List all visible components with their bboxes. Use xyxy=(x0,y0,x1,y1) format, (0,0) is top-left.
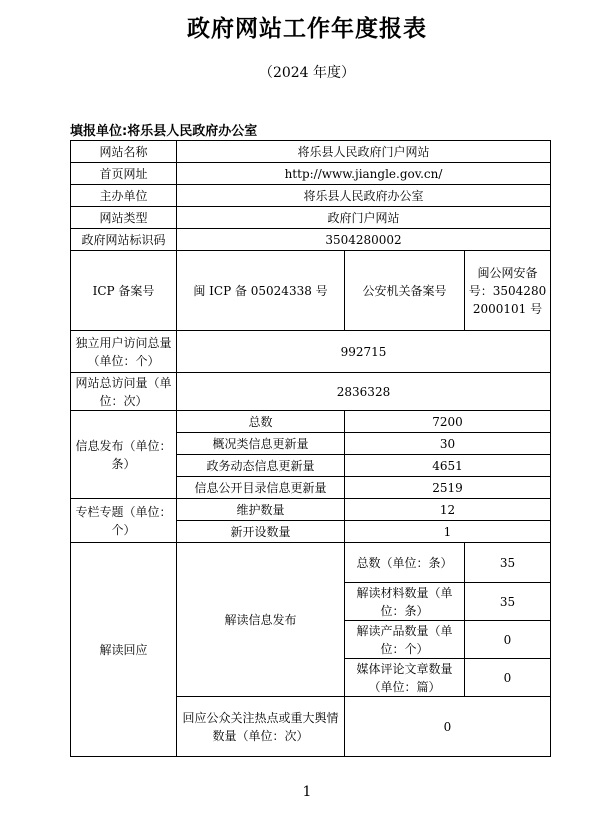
value-site-name: 将乐县人民政府门户网站 xyxy=(177,141,551,163)
info-item-label: 概况类信息更新量 xyxy=(177,433,345,455)
label-interpretation: 解读回应 xyxy=(71,543,177,757)
interp-item-label: 总数（单位：条） xyxy=(345,543,465,583)
table-row xyxy=(71,163,551,185)
value-sponsor: 将乐县人民政府办公室 xyxy=(177,185,551,207)
columns-item-label: 新开设数量 xyxy=(177,521,345,543)
table-row xyxy=(71,411,551,433)
interp-item-value: 35 xyxy=(465,583,551,621)
table-row xyxy=(71,229,551,251)
label-icp: ICP 备案号 xyxy=(71,251,177,331)
label-site-name: 网站名称 xyxy=(71,141,177,163)
value-icp: 闽 ICP 备 05024338 号 xyxy=(177,251,345,331)
page-number: 1 xyxy=(302,784,312,800)
table-row xyxy=(71,251,551,331)
info-item-label: 政务动态信息更新量 xyxy=(177,455,345,477)
report-title: 政府网站工作年度报表 xyxy=(187,16,427,42)
label-info-publish: 信息发布（单位：条） xyxy=(71,411,177,499)
label-interpretation-publish: 解读信息发布 xyxy=(177,543,345,697)
label-site-id: 政府网站标识码 xyxy=(71,229,177,251)
value-public-response: 0 xyxy=(345,697,551,757)
table-row xyxy=(71,141,551,163)
label-sponsor: 主办单位 xyxy=(71,185,177,207)
table-row xyxy=(71,373,551,411)
info-item-value: 4651 xyxy=(345,455,551,477)
interp-item-value: 0 xyxy=(465,621,551,659)
table-row xyxy=(71,207,551,229)
columns-item-value: 12 xyxy=(345,499,551,521)
label-unique-visitors: 独立用户访问总量（单位：个） xyxy=(71,331,177,373)
value-home-url[interactable]: http://www.jiangle.gov.cn/ xyxy=(177,163,551,185)
info-item-label: 信息公开目录信息更新量 xyxy=(177,477,345,499)
value-total-visits: 2836328 xyxy=(177,373,551,411)
label-public-response: 回应公众关注热点或重大舆情数量（单位：次） xyxy=(177,697,345,757)
columns-item-label: 维护数量 xyxy=(177,499,345,521)
interp-item-label: 解读材料数量（单位：条） xyxy=(345,583,465,621)
columns-item-value: 1 xyxy=(345,521,551,543)
label-site-type: 网站类型 xyxy=(71,207,177,229)
label-police-record: 公安机关备案号 xyxy=(345,251,465,331)
value-site-id: 3504280002 xyxy=(177,229,551,251)
info-item-label: 总数 xyxy=(177,411,345,433)
label-columns: 专栏专题（单位：个） xyxy=(71,499,177,543)
table-row xyxy=(71,543,551,583)
info-item-value: 7200 xyxy=(345,411,551,433)
interp-item-value: 0 xyxy=(465,659,551,697)
info-item-value: 2519 xyxy=(345,477,551,499)
label-total-visits: 网站总访问量（单位：次） xyxy=(71,373,177,411)
report-year: （2024 年度） xyxy=(258,65,356,81)
label-home-url: 首页网址 xyxy=(71,163,177,185)
info-item-value: 30 xyxy=(345,433,551,455)
report-table xyxy=(70,140,551,757)
value-unique-visitors: 992715 xyxy=(177,331,551,373)
table-row xyxy=(71,185,551,207)
value-site-type: 政府门户网站 xyxy=(177,207,551,229)
interp-item-value: 35 xyxy=(465,543,551,583)
table-row xyxy=(71,499,551,521)
filing-unit: 填报单位:将乐县人民政府办公室 xyxy=(70,124,258,139)
table-row xyxy=(71,331,551,373)
value-police-record: 闽公网安备号：35042802000101 号 xyxy=(465,251,551,331)
interp-item-label: 媒体评论文章数量（单位：篇） xyxy=(345,659,465,697)
interp-item-label: 解读产品数量（单位：个） xyxy=(345,621,465,659)
